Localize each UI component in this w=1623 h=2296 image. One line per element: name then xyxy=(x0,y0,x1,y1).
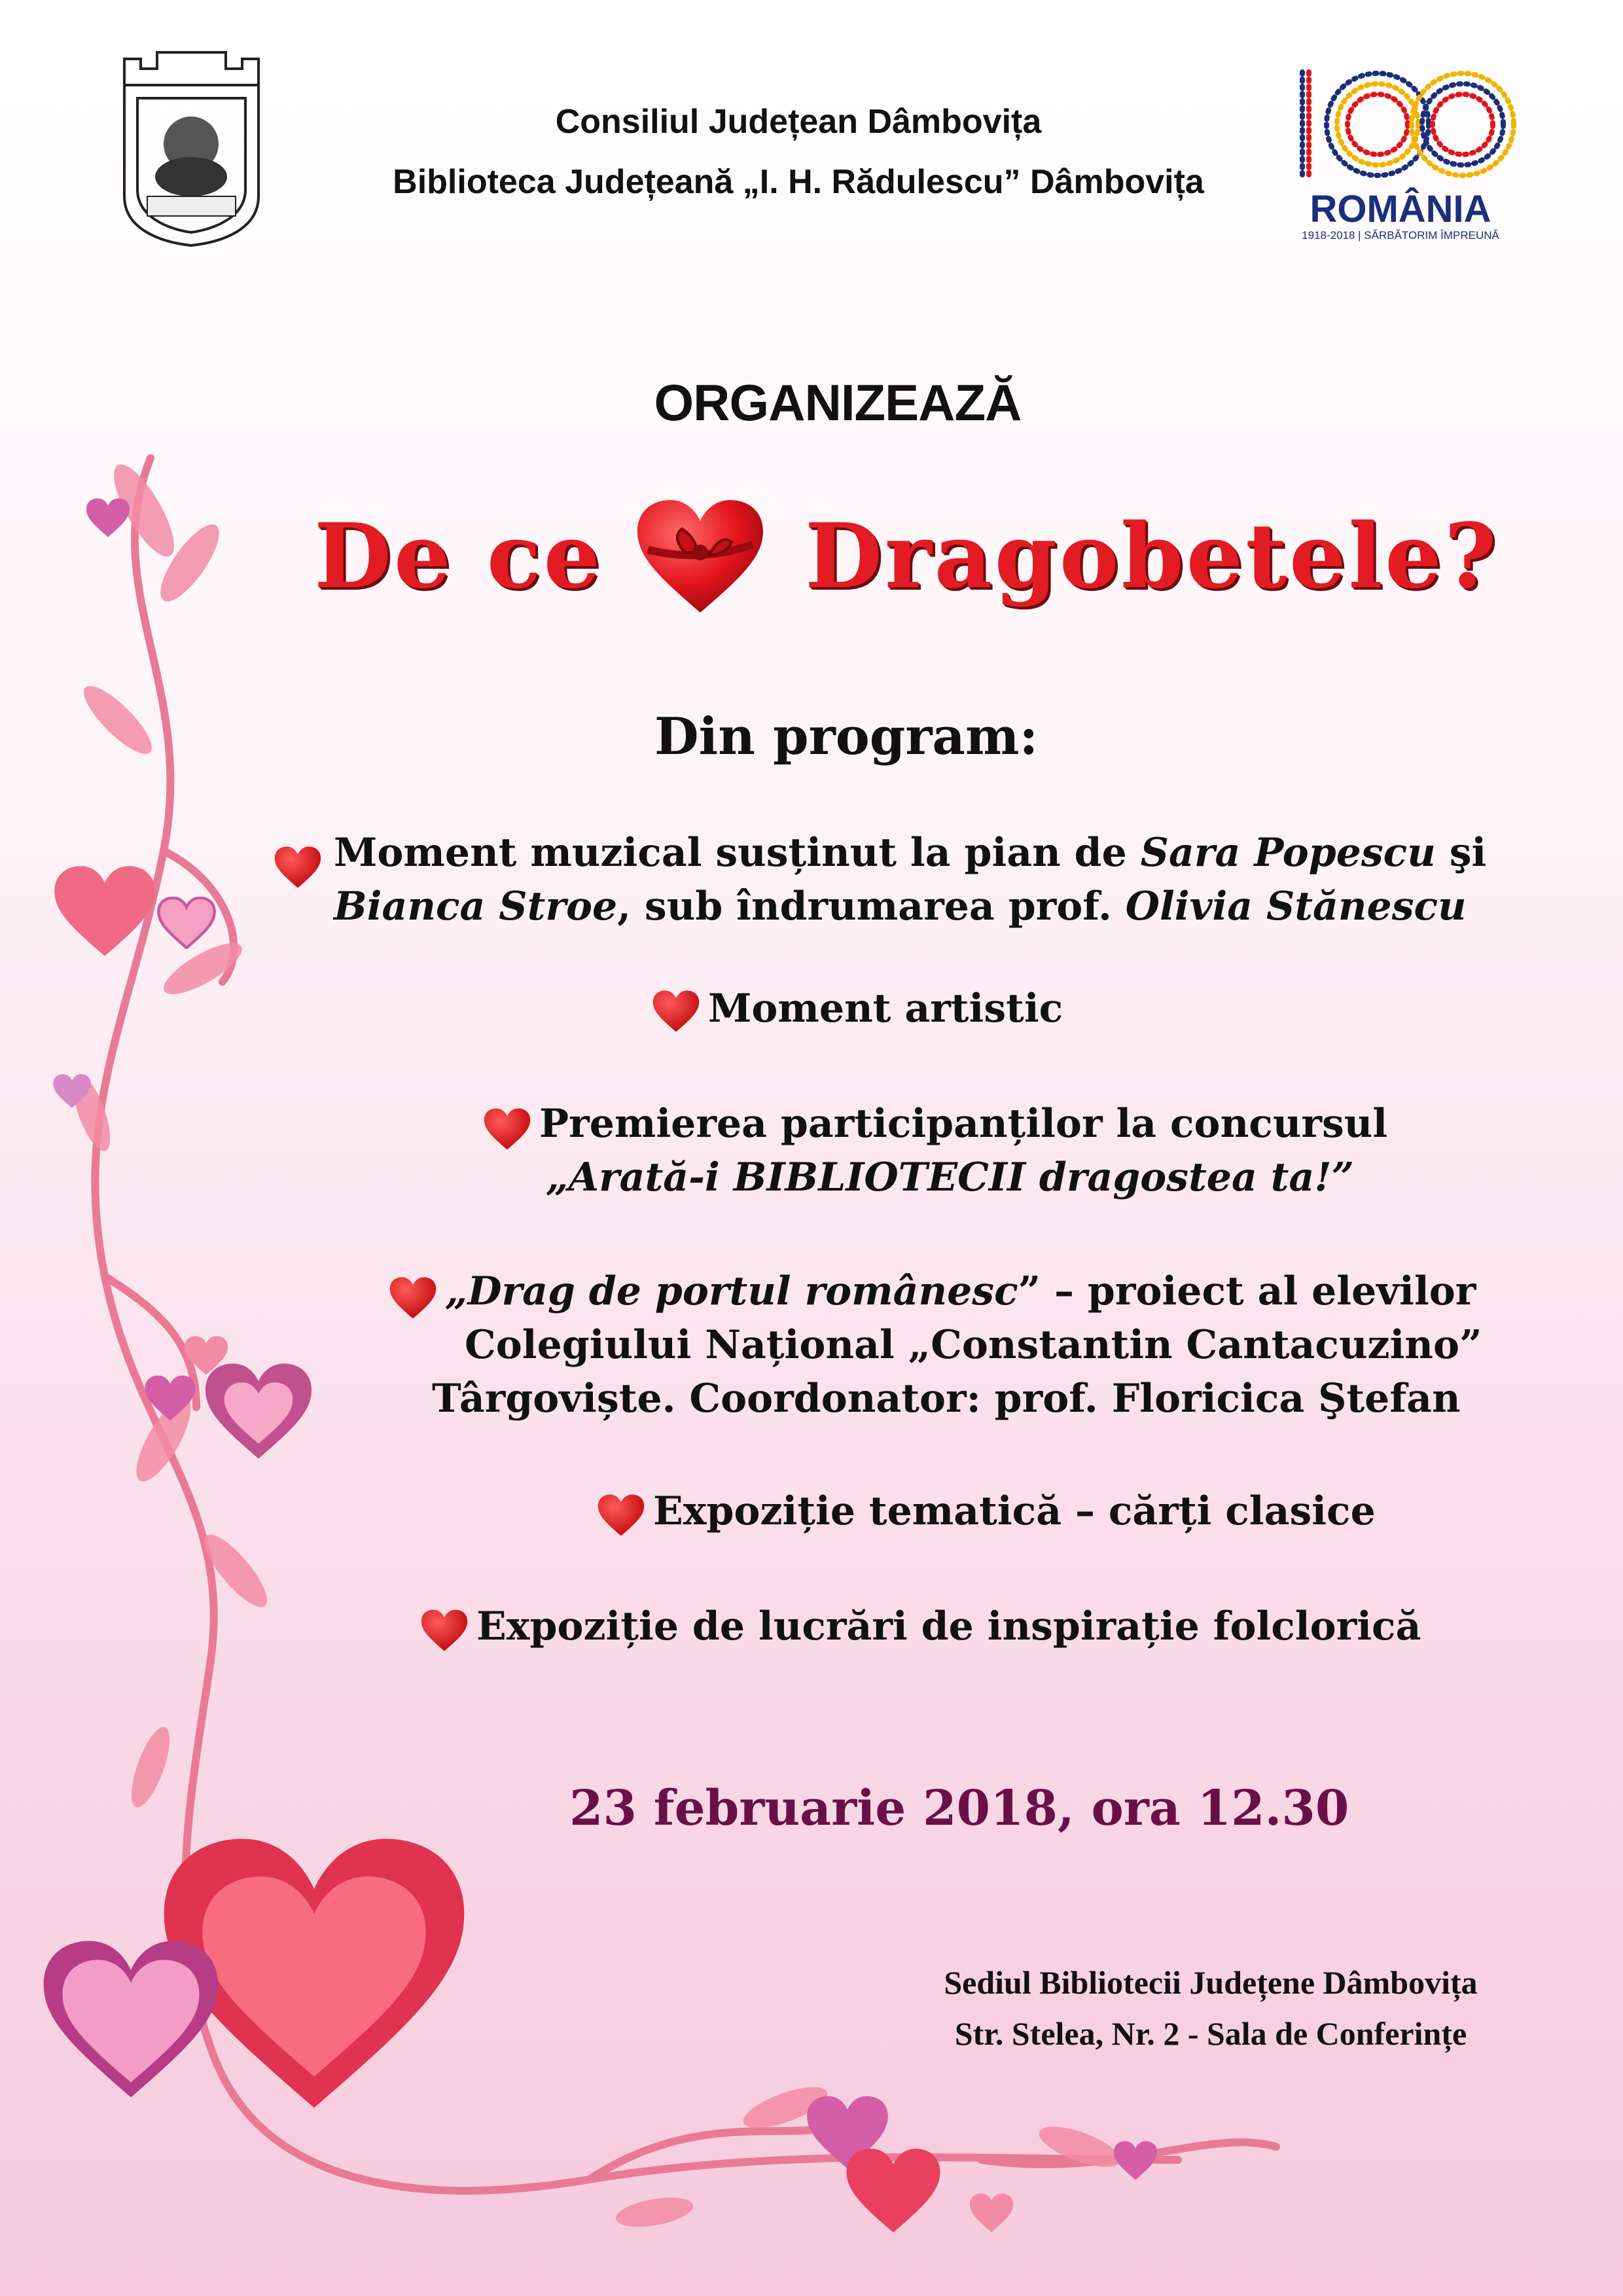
performer-name: Bianca Stroe xyxy=(334,884,618,929)
header-organizers xyxy=(288,92,1309,212)
title-part-1: De ce xyxy=(314,504,603,609)
project-name: „Drag de portul românesc xyxy=(445,1268,1018,1314)
program-item-5: Expoziție tematică – cărți clasice xyxy=(653,1488,1376,1534)
program-heading: Din program: xyxy=(654,707,1039,766)
program-item-4: „Drag de portul românesc” – proiect al elevilor Colegiului Național „Constantin Cantacuzino” Târgoviște. Coordonator: prof. Floricica Ştefan xyxy=(432,1268,1482,1422)
romania-wordmark: ROMÂNIA xyxy=(1310,188,1491,230)
heart-bullet-icon xyxy=(420,1609,469,1652)
program-item-3: Premierea participanților la concursul „Arată-i BIBLIOTECII dragostea ta!” xyxy=(539,1101,1388,1200)
header-line-council: Consiliul Județean Dâmbovița xyxy=(555,103,1042,141)
header-line-library: Biblioteca Județeană „I. H. Rădulescu” Dâmbovița xyxy=(393,163,1204,201)
library-crest-logo xyxy=(111,46,272,249)
heart-bullet-icon xyxy=(652,990,700,1033)
centenary-dots-icon xyxy=(1283,59,1518,190)
venue-line-1: Sediul Bibliotecii Județene Dâmbovița xyxy=(944,1964,1478,2001)
heart-bullet-icon xyxy=(389,1276,437,1319)
event-title xyxy=(301,497,1577,615)
heart-bullet-icon xyxy=(597,1494,645,1537)
teacher-name: Olivia Stănescu xyxy=(1125,884,1467,929)
program-item-1: Moment muzical susținut la pian de Sara Popescu şi Bianca Stroe, sub îndrumarea prof. Olivia Stănescu xyxy=(334,830,1487,929)
romania-tagline: 1918-2018 | SĂRBĂTORIM ÎMPREUNĂ xyxy=(1302,229,1499,242)
organizer-label: ORGANIZEAZĂ xyxy=(654,374,1022,431)
contest-name: „Arată-i BIBLIOTECII dragostea ta!” xyxy=(546,1155,1355,1200)
event-venue xyxy=(877,1957,1544,2059)
venue-line-2: Str. Stelea, Nr. 2 - Sala de Conferințe xyxy=(954,2015,1467,2052)
performer-name: Sara Popescu xyxy=(1140,830,1436,876)
program-item-6: Expoziție de lucrări de inspirație folclorică xyxy=(476,1604,1421,1649)
title-part-2: Dragobetele? xyxy=(805,504,1499,609)
romania-100-logo xyxy=(1283,59,1518,242)
heart-bullet-icon xyxy=(483,1107,531,1151)
heart-bullet-icon xyxy=(274,846,322,889)
ribbon-heart-icon xyxy=(628,497,772,615)
event-date: 23 februarie 2018, ora 12.30 xyxy=(569,1780,1349,1837)
program-item-2: Moment artistic xyxy=(708,986,1063,1031)
